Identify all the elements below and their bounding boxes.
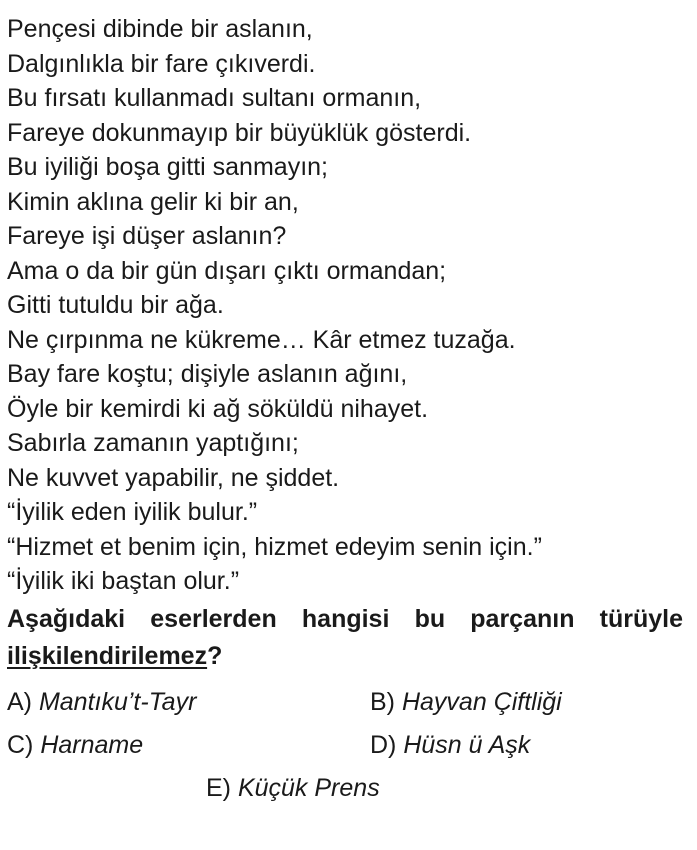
- poem-line: Ne çırpınma ne kükreme… Kâr etmez tuzağa.: [7, 325, 516, 354]
- question-word: türüyle: [599, 605, 683, 633]
- poem-line: “Hizmet et benim için, hizmet edeyim senin için.”: [7, 532, 542, 561]
- question-line-1: [7, 601, 683, 638]
- option-text: Hüsn ü Aşk: [403, 731, 531, 759]
- question-line-2: [7, 638, 683, 675]
- poem-line: Gitti tutuldu bir ağa.: [7, 291, 224, 319]
- poem-line: “İyilik eden iyilik bulur.”: [7, 498, 258, 526]
- poem-text: [7, 12, 542, 599]
- option-c[interactable]: [7, 731, 143, 760]
- negation-keyword: ilişkilendirilemez: [7, 642, 208, 670]
- poem-line: Sabırla zamanın yaptığını;: [7, 429, 299, 457]
- poem-line: Kimin aklına gelir ki bir an,: [7, 187, 299, 216]
- option-text: Hayvan Çiftliği: [401, 688, 562, 716]
- option-letter: C): [7, 731, 34, 759]
- option-text: Küçük Prens: [237, 774, 380, 802]
- poem-line: Pençesi dibinde bir aslanın,: [7, 15, 313, 43]
- question-word: bu: [414, 605, 446, 633]
- poem-line: Fareye dokunmayıp bir büyüklük gösterdi.: [7, 118, 472, 147]
- option-b[interactable]: [370, 688, 562, 717]
- poem-line: Fareye işi düşer aslanın?: [7, 222, 287, 250]
- question-stem: [7, 601, 683, 675]
- option-letter: E): [206, 774, 231, 802]
- poem-line: Bu iyiliği boşa gitti sanmayın;: [7, 153, 328, 181]
- option-letter: A): [7, 688, 32, 716]
- poem-line: Dalgınlıkla bir fare çıkıverdi.: [7, 49, 316, 78]
- poem-line: Ama o da bir gün dışarı çıktı ormandan;: [7, 256, 447, 285]
- poem-line: “İyilik iki baştan olur.”: [7, 567, 240, 595]
- question-word: Aşağıdaki: [7, 605, 126, 633]
- poem-line: Öyle bir kemirdi ki ağ söküldü nihayet.: [7, 394, 429, 423]
- option-text: Harname: [40, 731, 144, 759]
- option-a[interactable]: [7, 688, 196, 717]
- question-word: parçanın: [470, 605, 575, 633]
- poem-line: Ne kuvvet yapabilir, ne şiddet.: [7, 463, 340, 492]
- option-text: Mantıku’t-Tayr: [38, 688, 197, 716]
- option-d[interactable]: [370, 731, 530, 760]
- option-letter: D): [370, 731, 397, 759]
- question-mark: ?: [207, 642, 223, 670]
- question-word: hangisi: [301, 605, 390, 633]
- option-e[interactable]: [206, 774, 380, 803]
- poem-line: Bay fare koştu; dişiyle aslanın ağını,: [7, 360, 408, 388]
- question-word: eserlerden: [150, 605, 277, 633]
- poem-line: Bu fırsatı kullanmadı sultanı ormanın,: [7, 84, 422, 112]
- option-letter: B): [370, 688, 395, 716]
